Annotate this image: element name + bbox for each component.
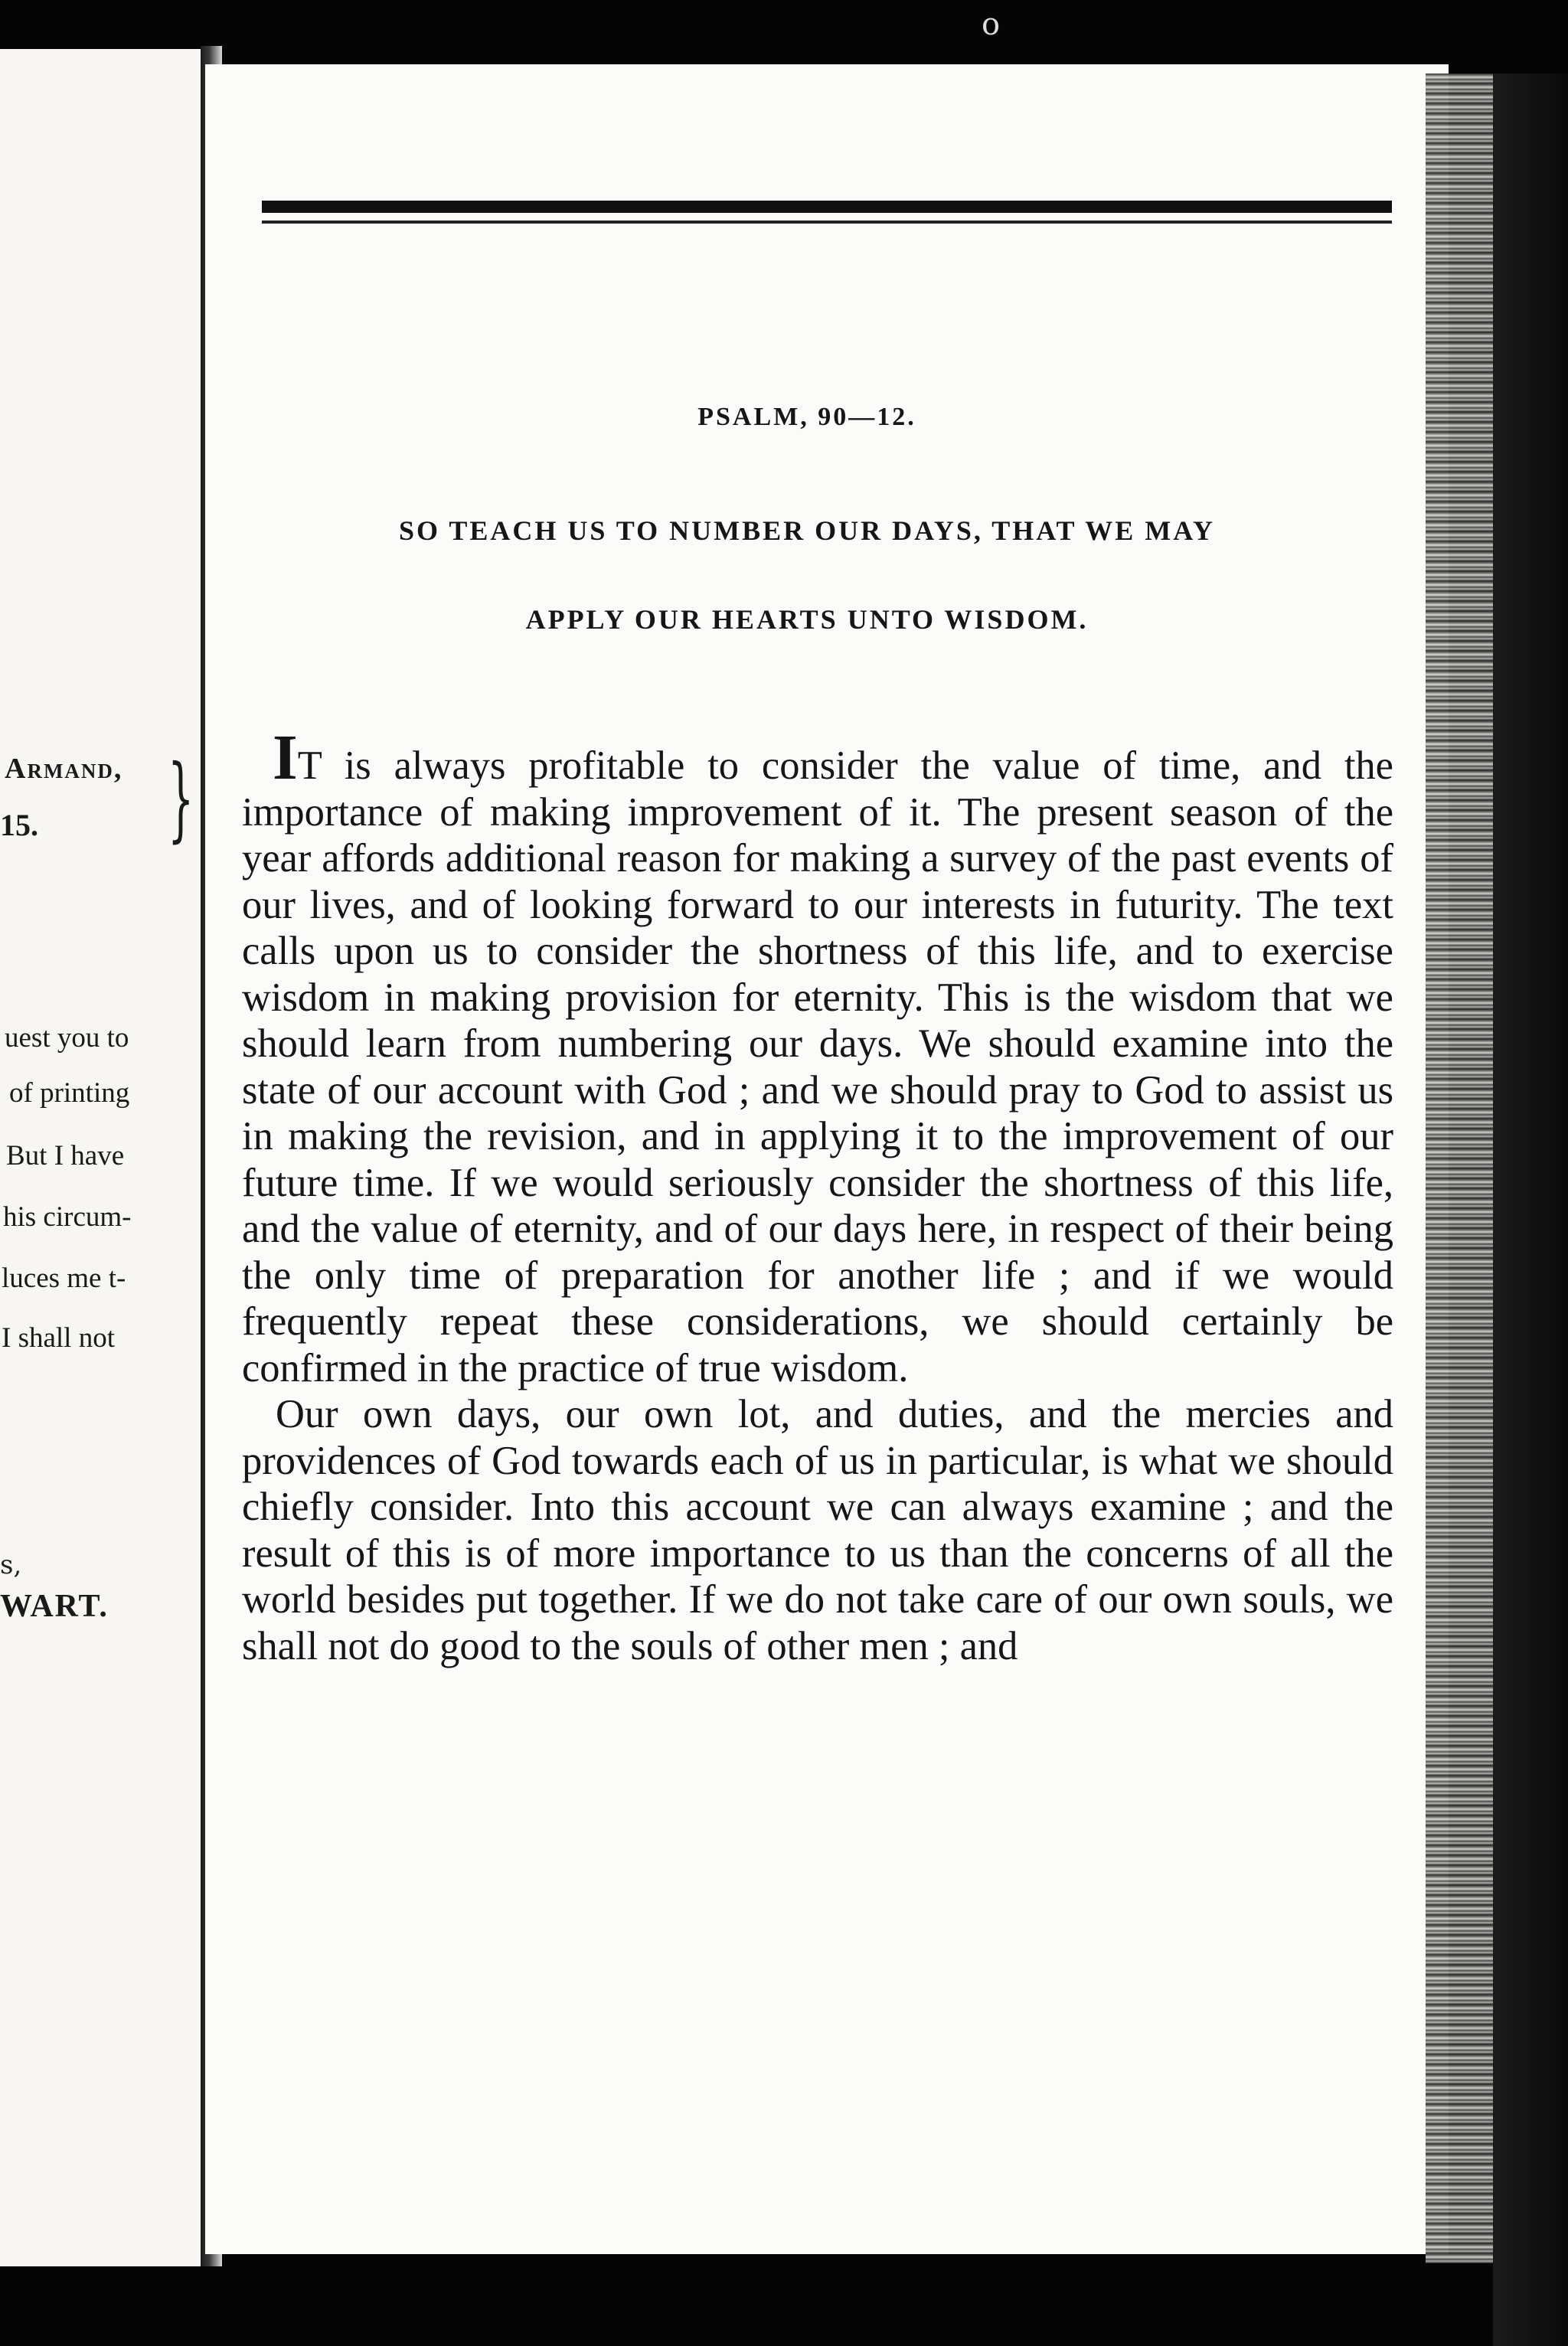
header-rule-thick <box>262 201 1392 213</box>
main-page <box>205 64 1449 2254</box>
epigraph-line-2: APPLY OUR HEARTS UNTO WISDOM. <box>525 604 1089 635</box>
corner-mark: o <box>982 7 1001 42</box>
left-page <box>0 49 213 2266</box>
header-rule-thin <box>262 221 1392 224</box>
left-page-line: But I have <box>6 1140 125 1171</box>
paragraph-1-text: T is always profitable to consider the value of time, and the importance of making improvement of it. The present season of the year affords additional reason for making a survey of the past events of our lives, and of looking forward to our interests in futurity. The text calls upon us to consider the shortness of this life, and to exercise wisdom in making provision for eternity. This is the wisdom that we should learn from numbering our days. We should examine into the state of our account with God ; and we should pray to God to assist us in making the revision, and in applying it to the improvement of our future time. If we would seriously consider the shortness of this life, and the value of eternity, and of our days here, in respect of their being the only time of preparation for another life ; and if we would frequently repeat these considerations, we should certainly be confirmed in the practice of true wisdom. <box>242 743 1393 1390</box>
left-page-mark: s, <box>0 1550 22 1580</box>
left-page-date: 15. <box>0 808 38 842</box>
left-page-signature: Armand, <box>5 753 123 785</box>
body-text <box>242 722 1393 1669</box>
left-page-line: luces me t- <box>2 1263 126 1294</box>
paragraph-2: Our own days, our own lot, and duties, and the mercies and providences of God towards each of us in particular, is what we should chiefly consider. Into this account we can always examine ; and the result of this is of more importance to us than the concerns of all the world besides put together. If we do not take care of our own souls, we shall not do good to the souls of other men ; and <box>242 1392 1393 1668</box>
paragraph-1 <box>242 722 1393 1391</box>
left-page-signoff: WART. <box>0 1589 109 1624</box>
left-page-line: I shall not <box>2 1322 115 1354</box>
left-page-line: uest you to <box>5 1022 129 1054</box>
left-page-line: his circum- <box>3 1201 132 1233</box>
drop-cap: I <box>273 722 298 793</box>
psalm-reference: PSALM, 90—12. <box>697 403 916 431</box>
left-page-line: of printing <box>9 1077 130 1109</box>
epigraph-line-1: SO TEACH US TO NUMBER OUR DAYS, THAT WE MAY <box>399 515 1215 546</box>
brace-mark: } <box>167 746 194 852</box>
book-cover-edge <box>1493 74 1568 2346</box>
